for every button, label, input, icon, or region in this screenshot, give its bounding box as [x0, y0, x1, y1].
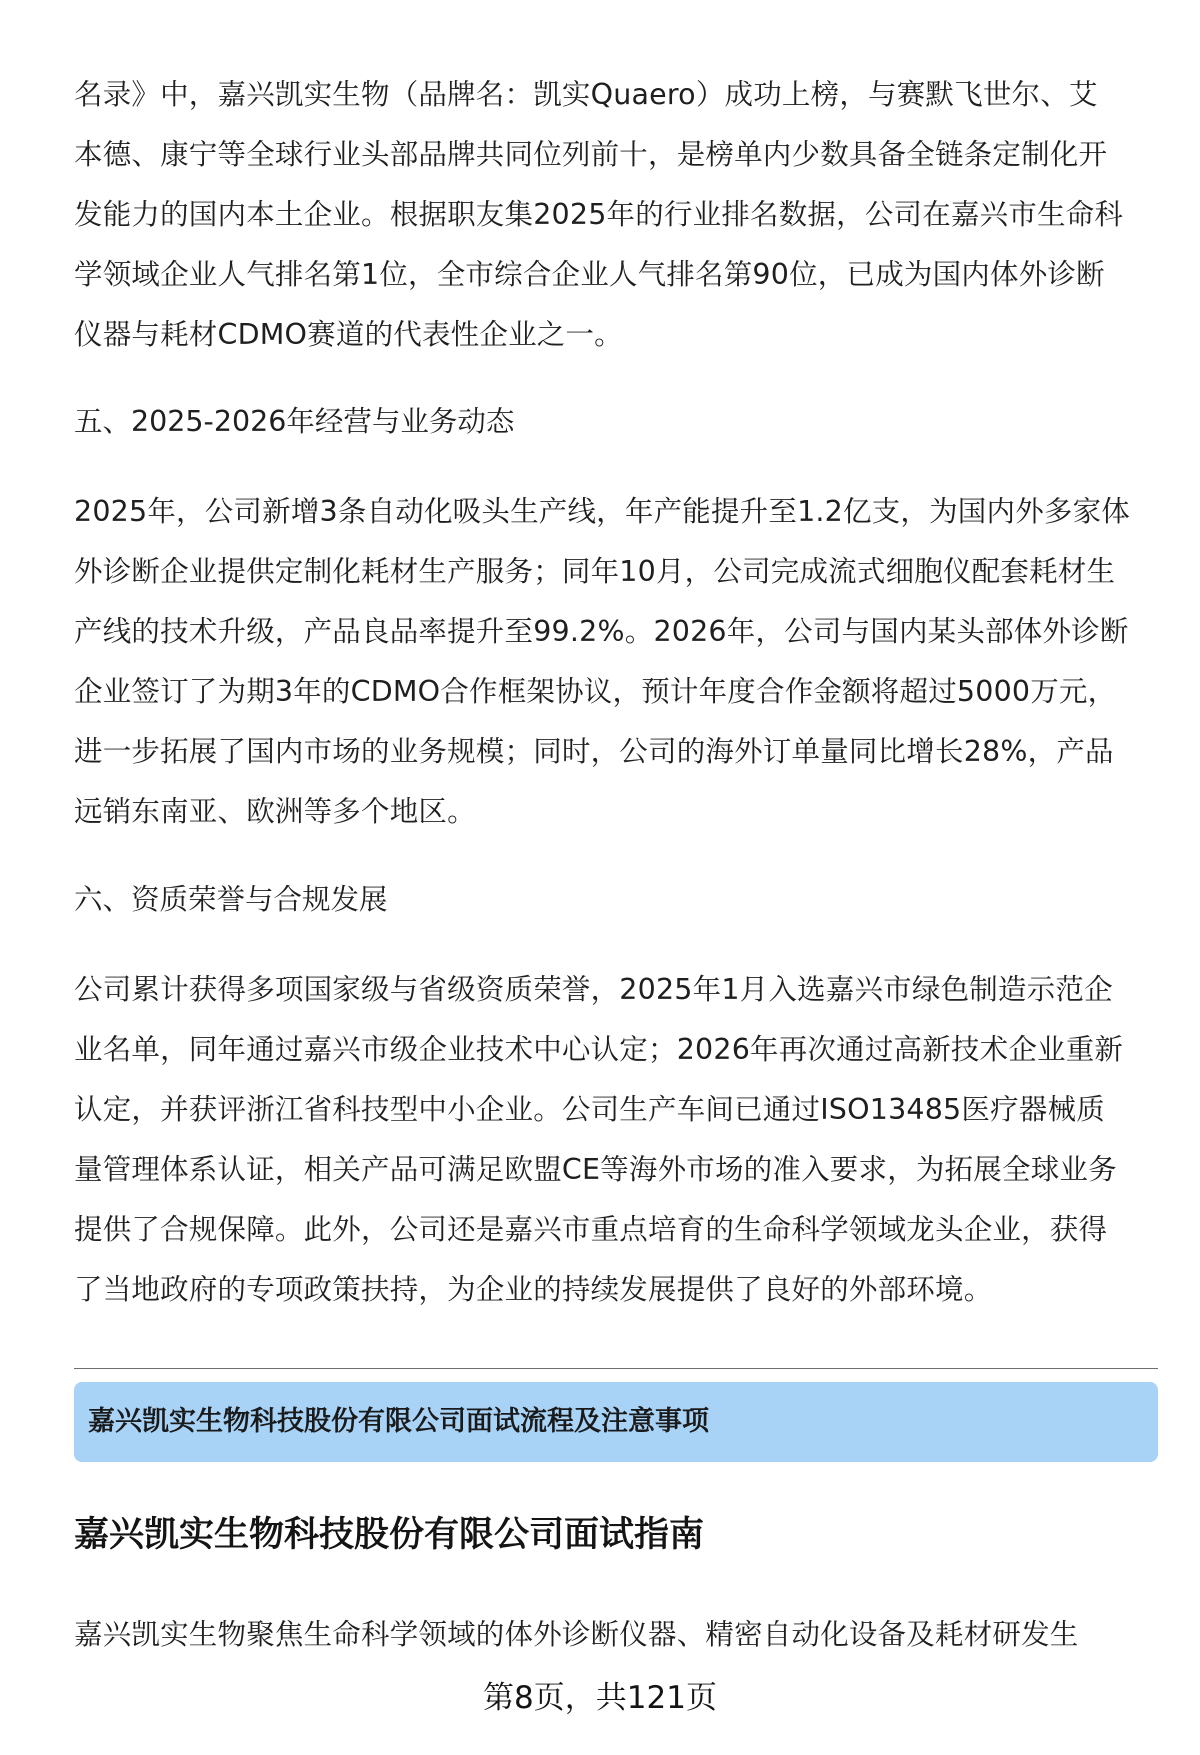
paragraph-line: 名录》中，嘉兴凯实生物（品牌名：凯实Quaero）成功上榜，与赛默飞世尔、艾: [74, 78, 1098, 111]
guide-title: 嘉兴凯实生物科技股份有限公司面试指南: [74, 1515, 705, 1555]
paragraph-line: 公司累计获得多项国家级与省级资质荣誉，2025年1月入选嘉兴市绿色制造示范企: [74, 973, 1113, 1006]
section-heading-6: 六、资质荣誉与合规发展: [74, 883, 388, 916]
paragraph-line: 本德、康宁等全球行业头部品牌共同位列前十，是榜单内少数具备全链条定制化开: [74, 138, 1108, 171]
intro-paragraph: [74, 65, 1158, 365]
paragraph-line: 学领域企业人气排名第1位，全市综合企业人气排名第90位，已成为国内体外诊断: [74, 258, 1105, 291]
paragraph-line: 进一步拓展了国内市场的业务规模；同时，公司的海外订单量同比增长28%，产品: [74, 735, 1114, 768]
section-banner: [74, 1382, 1158, 1462]
paragraph-line: 业名单，同年通过嘉兴市级企业技术中心认定；2026年再次通过高新技术企业重新: [74, 1033, 1124, 1066]
paragraph-line: 远销东南亚、欧洲等多个地区。: [74, 795, 476, 828]
paragraph-line: 提供了合规保障。此外，公司还是嘉兴市重点培育的生命科学领域龙头企业，获得: [74, 1213, 1108, 1246]
page-number: 第8页，共121页: [483, 1680, 717, 1716]
section-divider: [74, 1368, 1158, 1369]
paragraph-line: 2025年，公司新增3条自动化吸头生产线，年产能提升至1.2亿支，为国内外多家体: [74, 495, 1130, 528]
paragraph-line: 认定，并获评浙江省科技型中小企业。公司生产车间已通过ISO13485医疗器械质: [74, 1093, 1105, 1126]
section-5-paragraph: [74, 482, 1158, 842]
document-page: [74, 0, 1158, 1755]
paragraph-line: 仪器与耗材CDMO赛道的代表性企业之一。: [74, 318, 623, 351]
paragraph-line: 量管理体系认证，相关产品可满足欧盟CE等海外市场的准入要求，为拓展全球业务: [74, 1153, 1117, 1186]
section-6-paragraph: [74, 960, 1158, 1320]
guide-paragraph: [74, 1605, 1158, 1665]
paragraph-line: 嘉兴凯实生物聚焦生命科学领域的体外诊断仪器、精密自动化设备及耗材研发生: [74, 1618, 1079, 1651]
paragraph-line: 产线的技术升级，产品良品率提升至99.2%。2026年，公司与国内某头部体外诊断: [74, 615, 1129, 648]
banner-title: 嘉兴凯实生物科技股份有限公司面试流程及注意事项: [88, 1406, 709, 1437]
paragraph-line: 了当地政府的专项政策扶持，为企业的持续发展提供了良好的外部环境。: [74, 1273, 993, 1306]
paragraph-line: 外诊断企业提供定制化耗材生产服务；同年10月，公司完成流式细胞仪配套耗材生: [74, 555, 1116, 588]
paragraph-line: 企业签订了为期3年的CDMO合作框架协议，预计年度合作金额将超过5000万元，: [74, 675, 1117, 708]
section-heading-5: 五、2025-2026年经营与业务动态: [74, 405, 515, 438]
paragraph-line: 发能力的国内本土企业。根据职友集2025年的行业排名数据，公司在嘉兴市生命科: [74, 198, 1124, 231]
